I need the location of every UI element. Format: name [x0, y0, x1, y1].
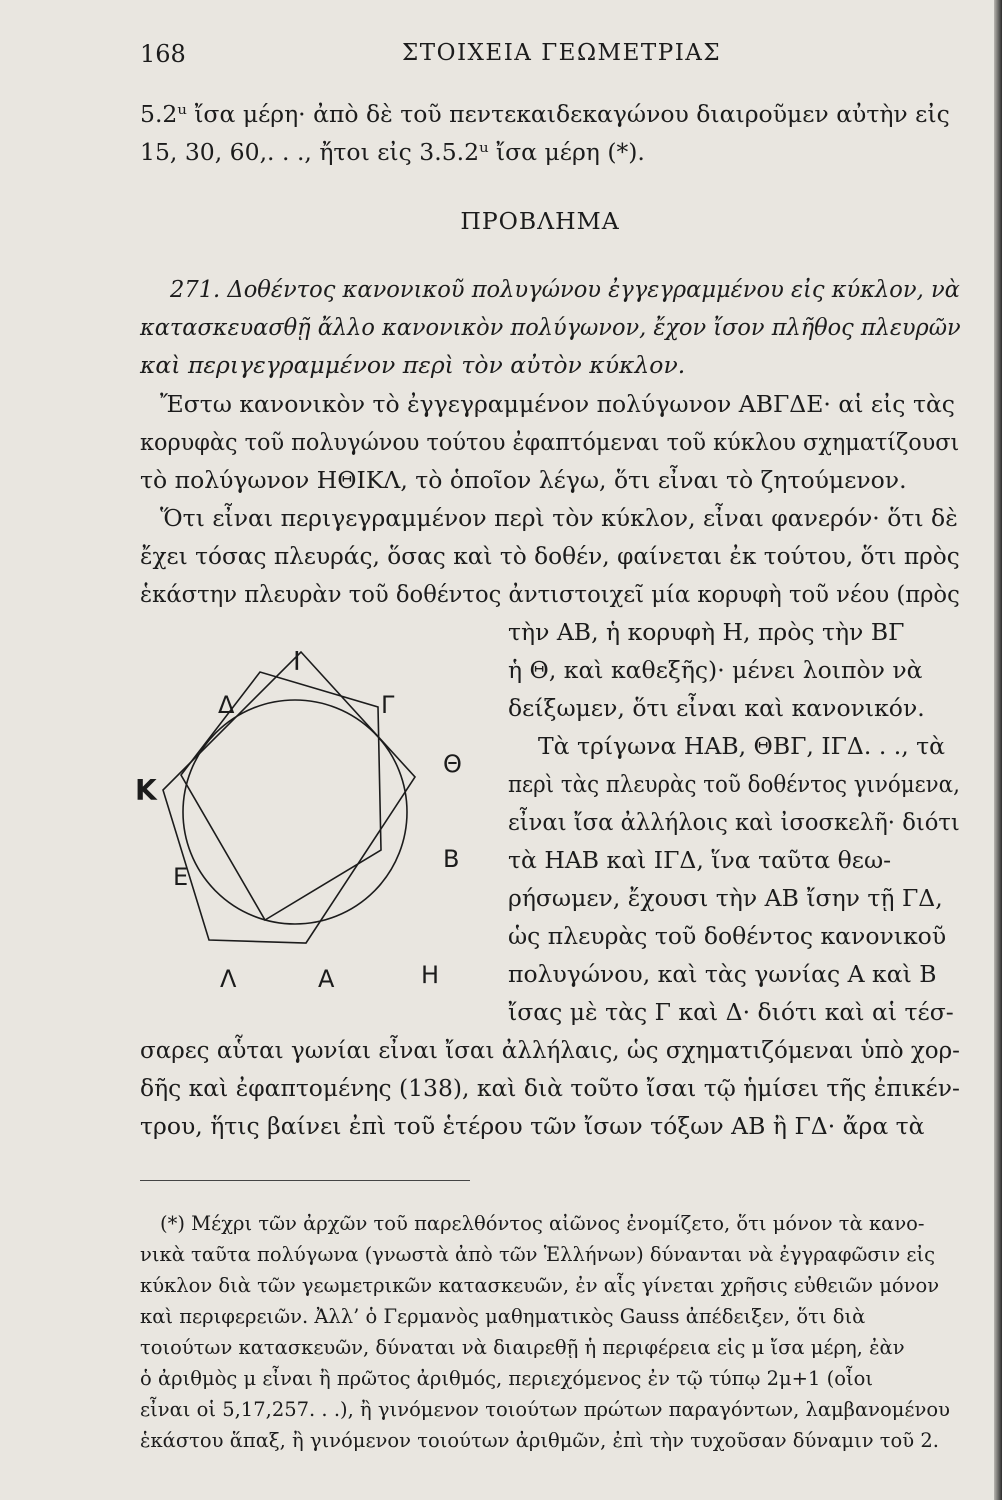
body-side-line: ἴσας μὲ τὰς Γ καὶ Δ· διότι καὶ αἱ τέσ- [508, 998, 954, 1026]
label-H: Η [421, 961, 440, 989]
footnote-line: (*) Μέχρι τῶν ἀρχῶν τοῦ παρελθόντος αἰῶνος ἐνομίζετο, ὅτι μόνον τὰ κανο- [160, 1212, 925, 1235]
intro-line: 5.2ᵘ ἴσα μέρη· ἀπὸ δὲ τοῦ πεντεκαιδεκαγώνου διαιροῦμεν αὐτὴν εἰς [140, 100, 950, 128]
body-side-line: ὡς πλευρὰς τοῦ δοθέντος κανονικοῦ [508, 922, 947, 950]
body-line: Ὅτι εἶναι περιγεγραμμένον περὶ τὸν κύκλον, εἶναι φανερόν· ὅτι δὲ [160, 504, 958, 532]
footnote-line: νικὰ ταῦτα πολύγωνα (γνωστὰ ἀπὸ τῶν Ἑλλήνων) δύνανται νὰ ἐγγραφῶσιν εἰς [140, 1243, 936, 1266]
label-A: Α [318, 965, 335, 993]
footnote-line: ὁ ἀριθμὸς μ εἶναι ἢ πρῶτος ἀριθμός, περιεχόμενος ἐν τῷ τύπῳ 2μ+1 (οἷοι [140, 1367, 873, 1390]
body-line: κορυφὰς τοῦ πολυγώνου τούτου ἐφαπτόμεναι τοῦ κύκλου σχηματίζουσι [140, 428, 960, 456]
intro-line: 15, 30, 60,. . ., ἤτοι εἰς 3.5.2ᵘ ἴσα μέρη (*). [140, 138, 645, 166]
footnote-line: ἑκάστου ἅπαξ, ἢ γινόμενον τοιούτων ἀριθμῶν, ἐπὶ τὴν τυχοῦσαν δύναμιν τοῦ 2. [140, 1429, 939, 1452]
body-line: ἔχει τόσας πλευράς, ὅσας καὶ τὸ δοθέν, φαίνεται ἐκ τούτου, ὅτι πρὸς [140, 542, 960, 570]
problem-statement-line: 271. Δοθέντος κανονικοῦ πολυγώνου ἐγγεγραμμένου εἰς κύκλον, νὰ [170, 275, 960, 303]
body-line: δῆς καὶ ἐφαπτομένης (138), καὶ διὰ τοῦτο ἴσαι τῷ ἡμίσει τῆς ἐπικέν- [140, 1074, 960, 1102]
footnote-rule [140, 1180, 470, 1181]
body-side-line: δείξωμεν, ὅτι εἶναι καὶ κανονικόν. [508, 694, 925, 722]
body-side-line: ρήσωμεν, ἔχουσι τὴν ΑΒ ἴσην τῇ ΓΔ, [508, 884, 943, 912]
problem-statement-line: καὶ περιγεγραμμένον περὶ τὸν αὐτὸν κύκλον. [140, 351, 686, 379]
running-title: ΣΤΟΙΧΕΙΑ ΓΕΩΜΕΤΡΙΑΣ [402, 40, 722, 66]
body-side-line: εἶναι ἴσα ἀλλήλοις καὶ ἰσοσκελῆ· διότι [508, 808, 960, 836]
footnote-line: τοιούτων κατασκευῶν, δύναται νὰ διαιρεθῇ ἡ περιφέρεια εἰς μ ἴσα μέρη, ἐὰν [140, 1336, 905, 1359]
footnote-line: καὶ περιφερειῶν. Ἀλλ’ ὁ Γερμανὸς μαθηματικὸς Gauss ἀπέδειξεν, ὅτι διὰ [140, 1305, 866, 1328]
label-B: Β [443, 845, 460, 873]
body-side-line: τὰ ΗΑΒ καὶ ΙΓΔ, ἵνα ταῦτα θεω- [508, 846, 892, 874]
body-line: ἑκάστην πλευρὰν τοῦ δοθέντος ἀντιστοιχεῖ μία κορυφὴ τοῦ νέου (πρὸς [140, 580, 960, 608]
label-Gamma: Γ [381, 691, 395, 719]
body-side-line: ἡ Θ, καὶ καθεξῆς)· μένει λοιπὸν νὰ [508, 656, 923, 684]
label-Theta: Θ [443, 750, 462, 778]
section-title: ΠΡΟΒΛΗΜΑ [460, 207, 620, 235]
body-side-line: τὴν ΑΒ, ἡ κορυφὴ Η, πρὸς τὴν ΒΓ [508, 618, 905, 646]
footnote-line: κύκλον διὰ τῶν γεωμετρικῶν κατασκευῶν, ἐν αἷς γίνεται χρῆσις εὐθειῶν μόνον [140, 1274, 940, 1297]
body-side-line: Τὰ τρίγωνα ΗΑΒ, ΘΒΓ, ΙΓΔ. . ., τὰ [538, 732, 946, 760]
circle [183, 700, 407, 924]
body-line: σαρες αὗται γωνίαι εἶναι ἴσαι ἀλλήλαις, ὡς σχηματιζόμεναι ὑπὸ χορ- [140, 1036, 960, 1064]
footnote-line: εἶναι οἱ 5,17,257. . .), ἢ γινόμενον τοιούτων πρώτων παραγόντων, λαμβανομένου [140, 1398, 950, 1421]
label-Lambda: Λ [220, 965, 237, 993]
body-side-line: περὶ τὰς πλευρὰς τοῦ δοθέντος γινόμενα, [508, 770, 960, 798]
body-line: τὸ πολύγωνον ΗΘΙΚΛ, τὸ ὁποῖον λέγω, ὅτι εἶναι τὸ ζητούμενον. [140, 466, 907, 494]
pentagon-figure [125, 640, 485, 1000]
circumscribed-pentagon [163, 652, 415, 943]
body-side-line: πολυγώνου, καὶ τὰς γωνίας Α καὶ Β [508, 960, 937, 988]
label-K: Κ [135, 774, 157, 807]
body-line: Ἔστω κανονικὸν τὸ ἐγγεγραμμένον πολύγωνον ΑΒΓΔΕ· αἱ εἰς τὰς [160, 390, 955, 418]
page-header [140, 40, 972, 76]
inscribed-pentagon [181, 672, 381, 920]
problem-statement-line: κατασκευασθῇ ἄλλο κανονικὸν πολύγωνον, ἔχον ἴσον πλῆθος πλευρῶν [140, 313, 961, 341]
label-E: Ε [173, 863, 189, 891]
body-line: τρου, ἥτις βαίνει ἐπὶ τοῦ ἑτέρου τῶν ἴσων τόξων ΑΒ ἢ ΓΔ· ἄρα τὰ [140, 1112, 925, 1140]
label-I: Ι [293, 647, 301, 677]
page-edge-shadow [994, 0, 1002, 1500]
label-Delta: Δ [218, 691, 235, 719]
page-number: 168 [140, 40, 186, 68]
